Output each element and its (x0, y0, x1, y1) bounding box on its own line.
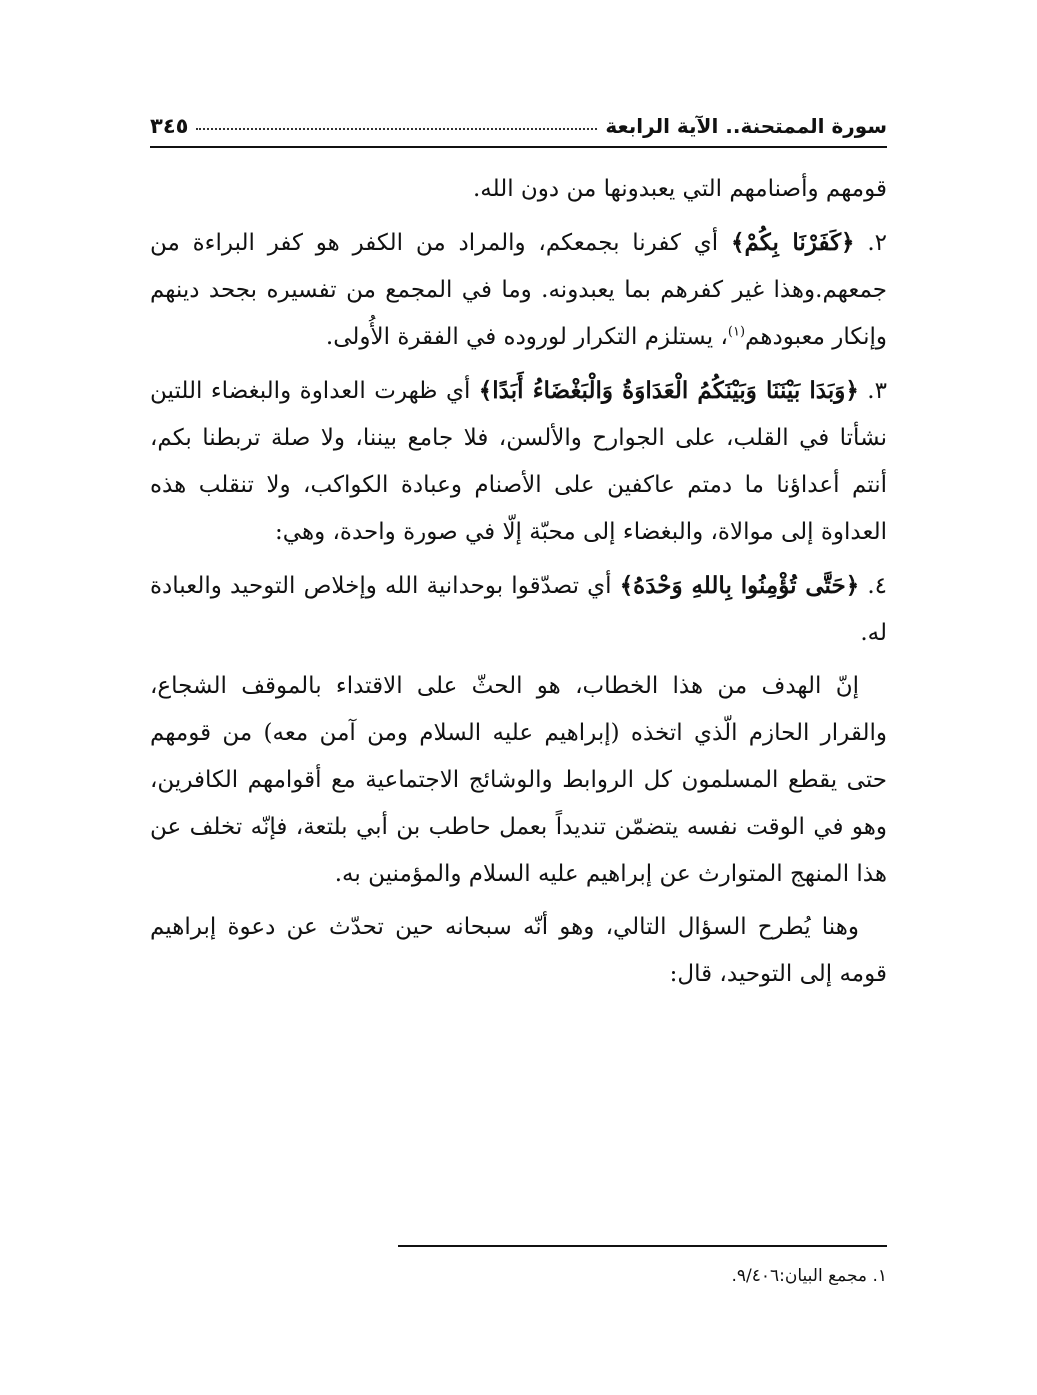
footnote-rule (398, 1245, 887, 1247)
paragraph-1 (150, 166, 887, 213)
paragraph-1-text: قومهم وأصنامهم التي يعبدونها من دون الله. (472, 176, 887, 202)
paragraph-6-text: وهنا يُطرح السؤال التالي، وهو أنّه سبحانه حين تحدّث عن دعوة إبراهيم قومه إلى التوحيد، قال: (150, 914, 887, 987)
paragraph-4-text: أي تصدّقوا بوحدانية الله وإخلاص التوحيد والعبادة له. (150, 573, 887, 646)
footnote-1-text: ١. مجمع البيان:٩/٤٠٦. (731, 1266, 887, 1286)
header-dot-leader (196, 127, 597, 130)
paragraph-3-quran-quote: ﴿وَبَدَا بَيْنَنَا وَبَيْنَكُمُ الْعَدَاوَةُ وَالْبَغْضَاءُ أَبَدًا﴾ (478, 377, 859, 404)
header-rule (150, 146, 887, 148)
paragraph-2-number: ٢. (854, 230, 887, 256)
paragraph-3 (150, 367, 887, 556)
footnote-1 (398, 1262, 887, 1290)
paragraph-6 (150, 904, 887, 998)
paragraph-4 (150, 562, 887, 657)
footnote-ref-1: (١) (727, 324, 746, 340)
header-title: سورة الممتحنة.. الآية الرابعة (605, 114, 887, 138)
paragraph-5-text: إنّ الهدف من هذا الخطاب، هو الحثّ على الاقتداء بالموقف الشجاع، والقرار الحازم الّذي اتخذه (إبراهيم عليه السلام ومن آمن معه) من قومهم حتى يقطع المسلمون كل الروابط والوشائج الاجتماعية مع أقوامهم الكافرين، وهو في الوقت نفسه يتضمّن تنديداً بعمل حاطب بن أبي بلتعة، فإنّه تخلف عن هذا المنهج المتوارث عن إبراهيم عليه السلام والمؤمنين به. (150, 673, 887, 887)
paragraph-2-quran-quote: ﴿كَفَرْنَا بِكُمْ﴾ (730, 229, 855, 256)
paragraph-4-quran-quote: ﴿حَتَّى تُؤْمِنُوا بِاللهِ وَحْدَهُ﴾ (619, 572, 860, 599)
paragraph-2-text: أي كفرنا بجمعكم، والمراد من الكفر هو كفر البراءة من جمعهم.وهذا غير كفرهم بما يعبدونه. وما في المجمع من تفسيره بجحد دينهم وإنكار معبودهم (150, 230, 887, 350)
paragraph-2-text-after: ، يستلزم التكرار لوروده في الفقرة الأُولى. (325, 324, 728, 350)
page-number: ٣٤٥ (150, 114, 189, 138)
paragraph-5 (150, 663, 887, 898)
paragraph-4-number: ٤. (859, 573, 887, 599)
paragraph-3-number: ٣. (858, 378, 887, 404)
paragraph-3-text: أي ظهرت العداوة والبغضاء اللتين نشأتا في القلب، على الجوارح والألسن، فلا جامع بيننا، ولا صلة تربطنا بكم، أنتم أعداؤنا ما دمتم عاكفين على الأصنام وعبادة الكواكب، ولا تنقلب هذه العداوة إلى موالاة، والبغضاء إلى محبّة إلّا في صورة واحدة، وهي: (150, 378, 887, 545)
running-header (150, 92, 887, 138)
body-text (150, 166, 887, 1004)
paragraph-2 (150, 219, 887, 361)
